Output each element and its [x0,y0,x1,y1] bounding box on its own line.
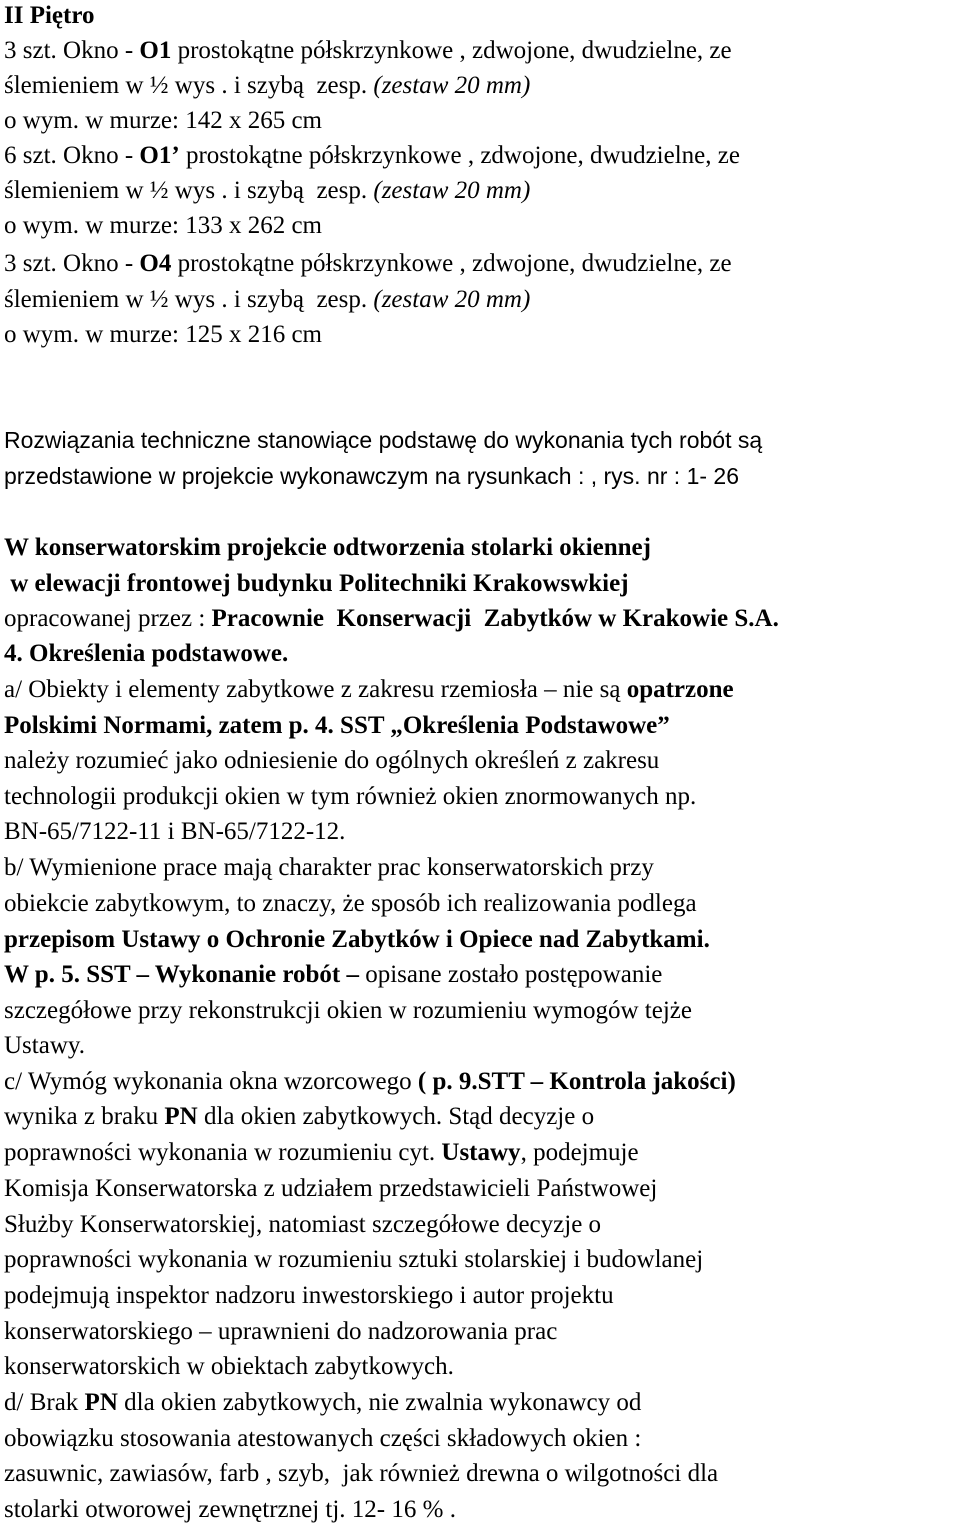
project-line-2: w elewacji frontowej budynku Politechniki Krakowswkiej [4,570,629,597]
window-item-2-line-1: 6 szt. Okno - O1’ prostokątne półskrzynkowe , zdwojone, dwudzielne, ze [4,142,740,169]
project-line-3: opracowanej przez : Pracownie Konserwacji Zabytków w Krakowie S.A. [4,605,779,632]
window-item-1-dimensions: o wym. w murze: 142 x 265 cm [4,107,323,134]
window-item-1-line-2: ślemieniem w ½ wys . i szybą zesp. (zestaw 20 mm) [4,72,531,99]
para-c-line-1: c/ Wymóg wykonania okna wzorcowego ( p. 9.STT – Kontrola jakości) [4,1068,736,1095]
para-c-line-8: konserwatorskiego – uprawnieni do nadzorowania prac [4,1318,558,1345]
para-d-line-3: zasuwnic, zawiasów, farb , szyb, jak również drewna o wilgotności dla [4,1460,719,1487]
para-c-line-6: poprawności wykonania w rozumieniu sztuki stolarskiej i budowlanej [4,1246,704,1273]
tech-note-line-1: Rozwiązania techniczne stanowiące podstawę do wykonania tych robót są [4,427,763,453]
section-4-heading: 4. Określenia podstawowe. [4,640,289,667]
para-b-line-3: przepisom Ustawy o Ochronie Zabytków i Opiece nad Zabytkami. [4,926,710,953]
para-d-line-1: d/ Brak PN dla okien zabytkowych, nie zwalnia wykonawcy od [4,1389,642,1416]
para-a-line-5: BN-65/7122-11 i BN-65/7122-12. [4,818,346,845]
window-item-3-line-2: ślemieniem w ½ wys . i szybą zesp. (zestaw 20 mm) [4,286,531,313]
para-b-line-4: W p. 5. SST – Wykonanie robót – opisane zostało postępowanie [4,961,663,988]
window-item-2-dimensions: o wym. w murze: 133 x 262 cm [4,212,323,239]
project-line-1: W konserwatorskim projekcie odtworzenia stolarki okiennej [4,534,651,561]
para-a-line-4: technologii produkcji okien w tym również okien znormowanych np. [4,783,697,810]
para-c-line-2: wynika z braku PN dla okien zabytkowych. Stąd decyzje o [4,1103,595,1130]
para-d-line-2: obowiązku stosowania atestowanych części składowych okien : [4,1425,642,1452]
para-c-line-4: Komisja Konserwatorska z udziałem przedstawicieli Państwowej [4,1175,658,1202]
window-item-2-line-2: ślemieniem w ½ wys . i szybą zesp. (zestaw 20 mm) [4,177,531,204]
window-item-3-line-1: 3 szt. Okno - O4 prostokątne półskrzynkowe , zdwojone, dwudzielne, ze [4,250,732,277]
para-b-line-1: b/ Wymienione prace mają charakter prac konserwatorskich przy [4,854,654,881]
para-c-line-9: konserwatorskich w obiektach zabytkowych. [4,1353,454,1380]
para-a-line-3: należy rozumieć jako odniesienie do ogólnych określeń z zakresu [4,747,660,774]
para-b-line-5: szczegółowe przy rekonstrukcji okien w rozumieniu wymogów tejże [4,997,692,1024]
tech-note-line-2: przedstawione w projekcie wykonawczym na rysunkach : , rys. nr : 1- 26 [4,463,740,489]
window-item-3-dimensions: o wym. w murze: 125 x 216 cm [4,321,323,348]
window-item-1-line-1: 3 szt. Okno - O1 prostokątne półskrzynkowe , zdwojone, dwudzielne, ze [4,37,732,64]
para-d-line-4: stolarki otworowej zewnętrznej tj. 12- 16 % . [4,1496,456,1523]
para-a-line-2: Polskimi Normami, zatem p. 4. SST „Określenia Podstawowe” [4,712,670,739]
para-b-line-2: obiekcie zabytkowym, to znaczy, że sposób ich realizowania podlega [4,890,697,917]
para-a-line-1: a/ Obiekty i elementy zabytkowe z zakresu rzemiosła – nie są opatrzone [4,676,734,703]
para-c-line-3: poprawności wykonania w rozumieniu cyt. Ustawy, podejmuje [4,1139,639,1166]
para-c-line-7: podejmują inspektor nadzoru inwestorskiego i autor projektu [4,1282,614,1309]
floor-heading: II Piętro [4,2,95,29]
para-b-line-6: Ustawy. [4,1032,86,1059]
para-c-line-5: Służby Konserwatorskiej, natomiast szczegółowe decyzje o [4,1211,602,1238]
